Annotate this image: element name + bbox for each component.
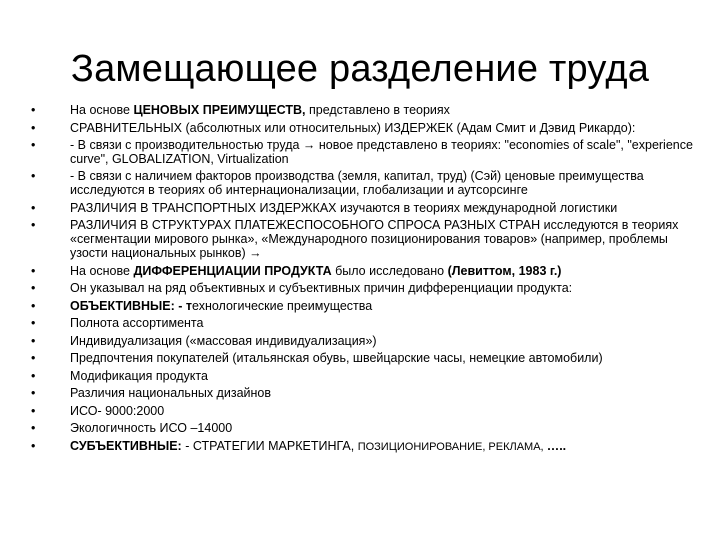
- bullet-item-individualization: [28, 335, 700, 349]
- bullet-text: Полнота ассортимента: [70, 316, 204, 331]
- bullet-dot-icon: •: [31, 281, 36, 296]
- bullet-item-assortment: [28, 317, 700, 331]
- bullet-item-reasons: [28, 282, 700, 296]
- bullet-list: [28, 104, 700, 458]
- bullet-dot-icon: •: [31, 403, 36, 418]
- bullet-item-objective: [28, 300, 700, 314]
- bullet-text: СРАВНИТЕЛЬНЫХ (абсолютных или относительных) ИЗДЕРЖЕК (Адам Смит и Дэвид Рикардо):: [70, 120, 636, 135]
- bullet-dot-icon: •: [31, 298, 36, 313]
- bullet-item-iso-9000: [28, 405, 700, 419]
- bullet-text: РАЗЛИЧИЯ В ТРАНСПОРТНЫХ ИЗДЕРЖКАХ изучаются в теориях международной логистики: [70, 200, 618, 215]
- bullet-dot-icon: •: [31, 169, 36, 184]
- bullet-item-transport-costs: [28, 202, 700, 216]
- bullet-item-modification: [28, 370, 700, 384]
- bullet-item-iso-14000: [28, 422, 700, 436]
- bullet-text: На основе ДИФФЕРЕНЦИАЦИИ ПРОДУКТА было исследовано (Левиттом, 1983 г.): [70, 263, 562, 278]
- bullet-item-comparative-costs: [28, 122, 700, 136]
- bullet-item-product-differentiation: [28, 265, 700, 279]
- bullet-dot-icon: •: [31, 120, 36, 135]
- bullet-dot-icon: •: [31, 200, 36, 215]
- slide-title: Замещающее разделение труда: [70, 48, 650, 90]
- bullet-dot-icon: •: [31, 368, 36, 383]
- bullet-dot-icon: •: [31, 218, 36, 233]
- bullet-text: Предпочтения покупателей (итальянская обувь, швейцарские часы, немецкие автомобили): [70, 351, 603, 366]
- bullet-dot-icon: •: [31, 421, 36, 436]
- bullet-text: ОБЪЕКТИВНЫЕ: - технологические преимущества: [70, 298, 373, 313]
- bullet-text: - В связи с наличием факторов производства (земля, капитал, труд) (Сэй) ценовые преимущества исследуются в теориях об интернационализации, глобализации и аутсорсинге: [70, 169, 644, 198]
- bullet-dot-icon: •: [31, 138, 36, 152]
- bullet-dot-icon: •: [31, 316, 36, 331]
- bullet-text: СУБЪЕКТИВНЫЕ: - СТРАТЕГИИ МАРКЕТИНГА, ПОЗИЦИОНИРОВАНИЕ, РЕКЛАМА, …..: [70, 438, 567, 453]
- bullet-text: Модификация продукта: [70, 368, 208, 383]
- bullet-dot-icon: •: [31, 263, 36, 278]
- bullet-dot-icon: •: [31, 386, 36, 401]
- bullet-dot-icon: •: [31, 333, 36, 348]
- bullet-text: - В связи с производительностью труда → новое представлено в теориях: "economies of scale", "experience curve", GLOBALIZATION, Virtualization: [70, 138, 693, 166]
- bullet-dot-icon: •: [31, 438, 36, 453]
- bullet-item-subjective: [28, 440, 700, 455]
- bullet-item-production-factors: [28, 170, 700, 198]
- bullet-text: Индивидуализация («массовая индивидуализация»): [70, 333, 377, 348]
- bullet-item-demand-structures: [28, 219, 700, 261]
- bullet-item-price-advantages: [28, 104, 700, 118]
- bullet-text: Различия национальных дизайнов: [70, 386, 271, 401]
- bullet-item-buyer-preferences: [28, 352, 700, 366]
- bullet-item-designs: [28, 387, 700, 401]
- bullet-text: ИСО- 9000:2000: [70, 403, 165, 418]
- bullet-dot-icon: •: [31, 103, 36, 117]
- bullet-text: РАЗЛИЧИЯ В СТРУКТУРАХ ПЛАТЕЖЕСПОСОБНОГО СПРОСА РАЗНЫХ СТРАН исследуются в теориях «сегментации мирового рынка», «Международного позиционирования товаров» (например, проблемы узости национальных рынков) →: [70, 218, 679, 261]
- bullet-text: Он указывал на ряд объективных и субъективных причин дифференциации продукта:: [70, 281, 573, 296]
- bullet-item-labour-productivity: [28, 139, 700, 167]
- bullet-dot-icon: •: [31, 351, 36, 366]
- bullet-text: На основе ЦЕНОВЫХ ПРЕИМУЩЕСТВ, представлено в теориях: [70, 103, 450, 117]
- bullet-text: Экологичность ИСО –14000: [70, 421, 233, 436]
